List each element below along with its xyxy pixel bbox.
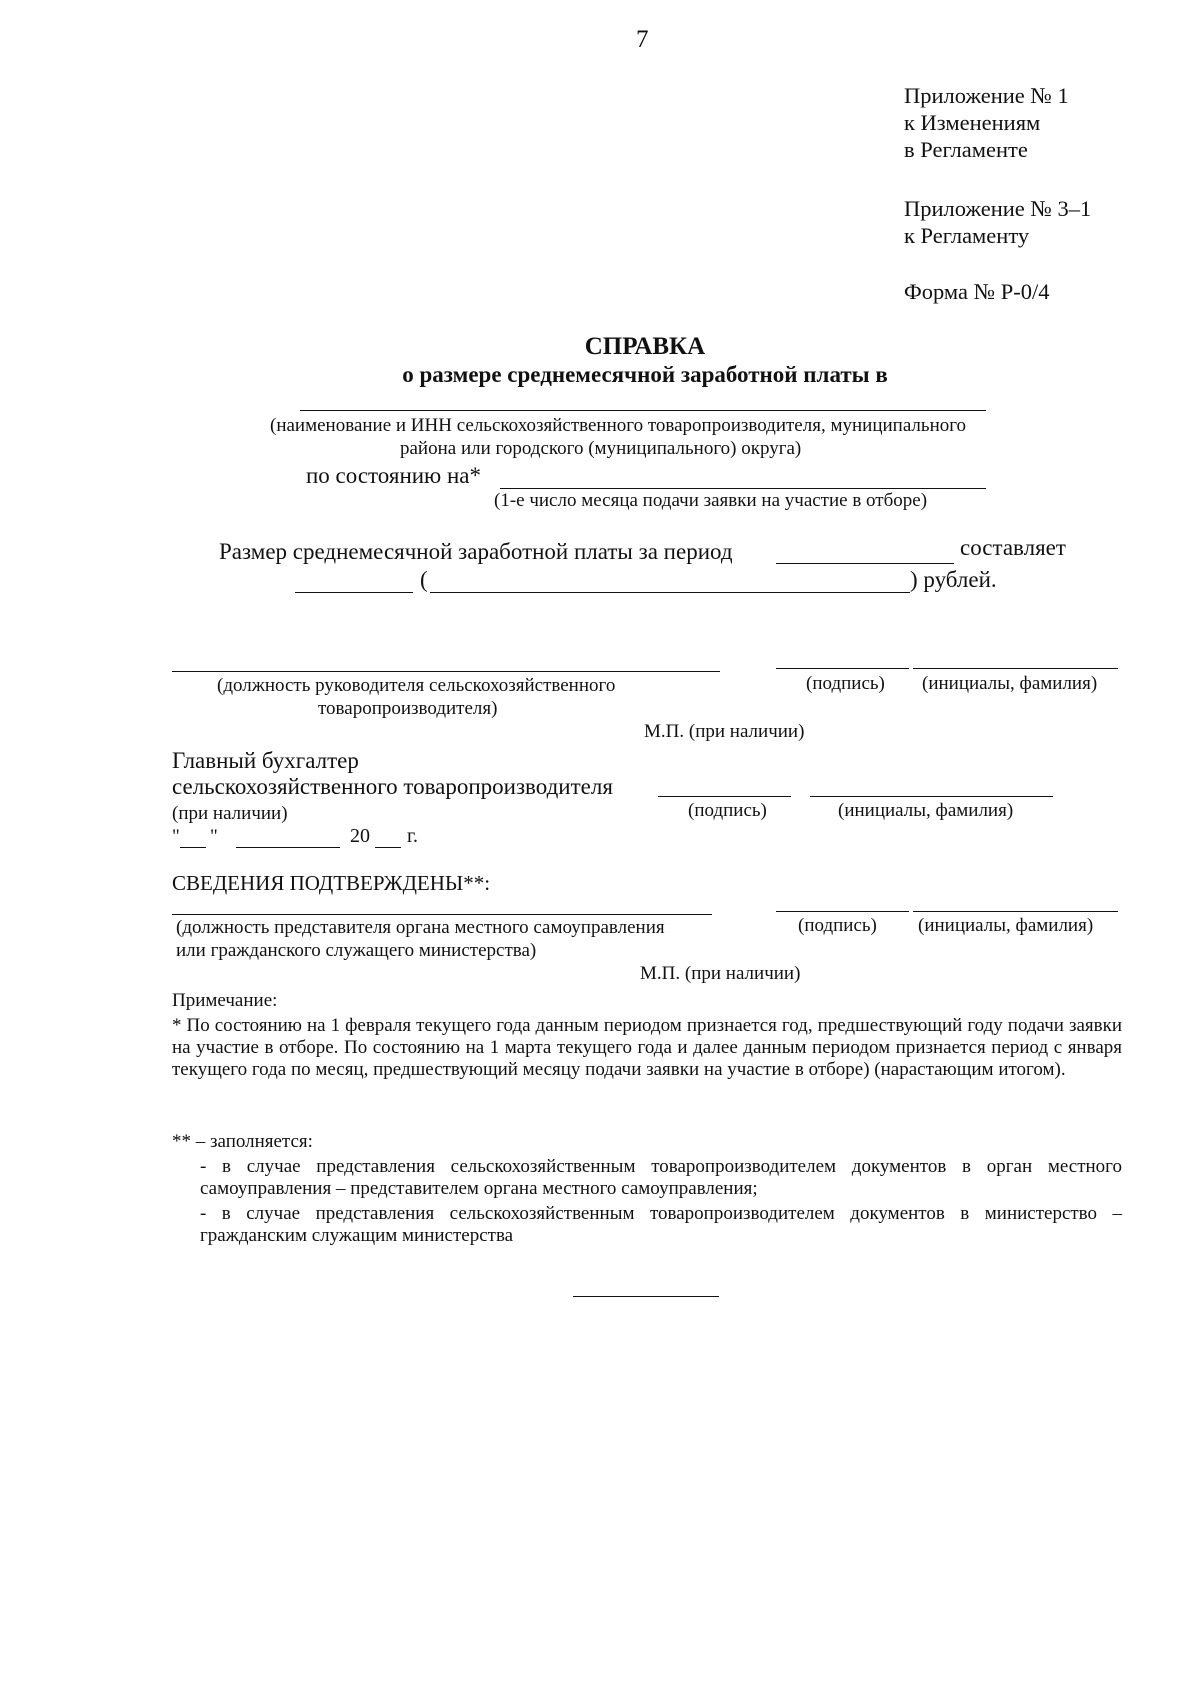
form-number: Форма № Р-0/4	[904, 279, 1050, 304]
name-caption-1: (наименование и ИНН сельскохозяйственного товаропроизводителя, муниципального	[270, 415, 967, 436]
page-number: 7	[636, 26, 649, 53]
date-year: 20	[350, 825, 370, 847]
accountant-title-2: сельскохозяйственного товаропроизводителя	[172, 774, 613, 799]
as-of-caption: (1-е число месяца подачи заявки на участие в отборе)	[494, 490, 928, 511]
paren-close: ) рублей.	[910, 567, 997, 592]
appendix-1-line: в Регламенте	[904, 137, 1028, 162]
accountant-title-3: (при наличии)	[172, 803, 288, 824]
accountant-title-1: Главный бухгалтер	[172, 748, 359, 773]
amount-words-line	[430, 592, 910, 593]
date-month-line	[236, 847, 340, 848]
accountant-initials-caption: (инициалы, фамилия)	[838, 800, 1014, 821]
head-initials-line	[913, 668, 1118, 669]
end-separator	[573, 1296, 719, 1297]
appendix-3-line: к Регламенту	[904, 223, 1030, 248]
note-dstar-1: - в случае представления сельскохозяйственным товаропроизводителем документов в орган местного самоуправления – представителем органа местного самоуправления;	[200, 1156, 1122, 1199]
appendix-1-block	[904, 82, 1069, 163]
doc-subtitle: о размере среднемесячной заработной платы в	[402, 362, 888, 387]
date-quote-close: "	[210, 826, 218, 847]
name-caption-2: района или городского (муниципального) округа)	[400, 438, 802, 459]
paren-open: (	[420, 567, 428, 592]
head-position-line	[172, 671, 720, 672]
note-dstar-title: ** – заполняется:	[172, 1131, 313, 1152]
date-year-suffix: г.	[407, 825, 418, 847]
rep-stamp-caption: М.П. (при наличии)	[640, 963, 801, 984]
salary-text-1: Размер среднемесячной заработной платы за период	[219, 539, 733, 564]
name-input-line	[300, 410, 986, 411]
head-position-caption-2: товаропроизводителя)	[318, 698, 498, 719]
date-quote-open: "	[172, 826, 180, 847]
salary-text-2: составляет	[960, 535, 1066, 560]
rep-position-line	[172, 914, 712, 915]
accountant-signature-line	[658, 796, 791, 797]
head-signature-caption: (подпись)	[806, 673, 885, 694]
rep-initials-caption: (инициалы, фамилия)	[918, 915, 1094, 936]
amount-digits-line	[295, 592, 413, 593]
date-day-line	[180, 847, 206, 848]
note-dstar-2: - в случае представления сельскохозяйственным товаропроизводителем документов в министерство – гражданским служащим министерства	[200, 1203, 1122, 1246]
date-year-line	[375, 847, 401, 848]
head-initials-caption: (инициалы, фамилия)	[922, 673, 1098, 694]
appendix-3-block	[904, 195, 1091, 249]
doc-title: СПРАВКА	[584, 333, 706, 360]
head-signature-line	[776, 668, 909, 669]
as-of-label: по состоянию на*	[306, 463, 482, 488]
period-line	[776, 563, 954, 564]
rep-signature-caption: (подпись)	[798, 915, 877, 936]
appendix-3-line: Приложение № 3–1	[904, 196, 1092, 221]
appendix-1-line: к Изменениям	[904, 110, 1041, 135]
rep-caption-2: или гражданского служащего министерства)	[176, 940, 537, 961]
rep-caption-1: (должность представителя органа местного самоуправления	[176, 917, 665, 938]
head-stamp-caption: М.П. (при наличии)	[644, 721, 805, 742]
note-title: Примечание:	[172, 990, 278, 1011]
rep-signature-line	[776, 911, 909, 912]
accountant-signature-caption: (подпись)	[688, 800, 767, 821]
as-of-date-line	[500, 488, 986, 489]
head-position-caption-1: (должность руководителя сельскохозяйственного	[217, 675, 616, 696]
accountant-initials-line	[810, 796, 1053, 797]
rep-initials-line	[913, 911, 1118, 912]
note-star: * По состоянию на 1 февраля текущего года данным периодом признается год, предшествующий году подачи заявки на участие в отборе. По состоянию на 1 марта текущего года и далее данным периодом признается период с января текущего года по месяц, предшествующий месяцу подачи заявки на участие в отборе) (нарастающим итогом).	[172, 1015, 1122, 1080]
appendix-1-line: Приложение № 1	[904, 83, 1069, 108]
confirmed-heading: СВЕДЕНИЯ ПОДТВЕРЖДЕНЫ**:	[172, 871, 491, 895]
